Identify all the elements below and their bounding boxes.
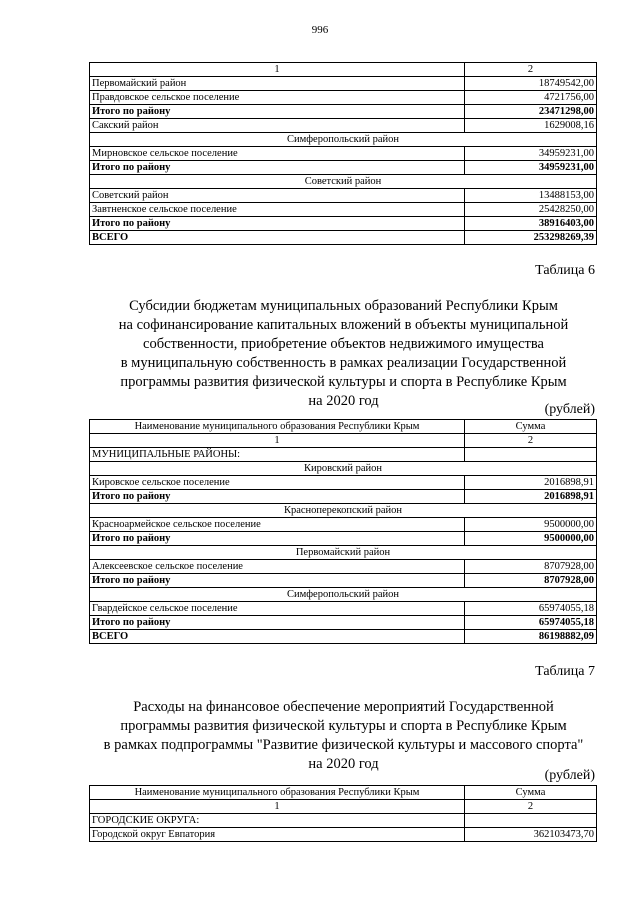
table-row-row xyxy=(90,147,597,161)
table-row-header xyxy=(90,175,597,189)
table-row-colhead xyxy=(90,786,597,800)
row-amount: 4721756,00 xyxy=(465,91,597,105)
row-name: ВСЕГО xyxy=(90,630,465,644)
table-row-row xyxy=(90,476,597,490)
row-amount: 8707928,00 xyxy=(465,574,597,588)
row-amount: 86198882,09 xyxy=(465,630,597,644)
caption-line: в муниципальную собственность в рамках реализации Государственной xyxy=(120,355,567,371)
row-name: ГОРОДСКИЕ ОКРУГА: xyxy=(90,814,465,828)
table-row-total xyxy=(90,616,597,630)
row-name: МУНИЦИПАЛЬНЫЕ РАЙОНЫ: xyxy=(90,448,465,462)
table-row-row xyxy=(90,602,597,616)
table-row-row xyxy=(90,91,597,105)
caption-line: в рамках подпрограммы "Развитие физической культуры и массового спорта" xyxy=(103,737,584,753)
column-header-sum: Сумма xyxy=(465,786,597,800)
column-header-sum: Сумма xyxy=(465,420,597,434)
row-amount: 38916403,00 xyxy=(465,217,597,231)
caption-line: собственности, приобретение объектов недвижимого имущества xyxy=(143,336,544,352)
caption-line: Субсидии бюджетам муниципальных образований Республики Крым xyxy=(129,298,558,314)
row-amount xyxy=(465,448,597,462)
table-row-row xyxy=(90,119,597,133)
table-row-row xyxy=(90,189,597,203)
row-amount: 1629008,16 xyxy=(465,119,597,133)
caption-line: на софинансирование капитальных вложений в объекты муниципальной xyxy=(118,317,569,333)
row-amount: 2016898,91 xyxy=(465,476,597,490)
table-row-total xyxy=(90,490,597,504)
table-row-colnum xyxy=(90,63,597,77)
row-amount: 65974055,18 xyxy=(465,602,597,616)
column-number: 2 xyxy=(465,63,597,77)
row-amount: 34959231,00 xyxy=(465,161,597,175)
caption-line: на 2020 год xyxy=(308,756,379,772)
subsidy-table-continued xyxy=(89,62,597,245)
column-number: 1 xyxy=(90,63,465,77)
row-amount: 34959231,00 xyxy=(465,147,597,161)
row-amount: 25428250,00 xyxy=(465,203,597,217)
row-name: Первомайский район xyxy=(90,77,465,91)
table-row-row xyxy=(90,203,597,217)
caption-line: Расходы на финансовое обеспечение мероприятий Государственной xyxy=(133,699,554,715)
table-row-total xyxy=(90,217,597,231)
table-row-section xyxy=(90,814,597,828)
page-number: 996 xyxy=(311,24,329,36)
table-row-row xyxy=(90,77,597,91)
row-amount: 13488153,00 xyxy=(465,189,597,203)
table-7-units: (рублей) xyxy=(544,768,595,783)
row-amount: 18749542,00 xyxy=(465,77,597,91)
caption-line: на 2020 год xyxy=(308,393,379,409)
row-name: Итого по району xyxy=(90,161,465,175)
table-6-caption xyxy=(70,297,617,411)
district-header: Симферопольский район xyxy=(90,588,597,602)
row-name: Итого по району xyxy=(90,574,465,588)
row-name: Итого по району xyxy=(90,616,465,630)
table-row-row xyxy=(90,560,597,574)
row-name: Советский район xyxy=(90,189,465,203)
row-name: Итого по району xyxy=(90,105,465,119)
table-row-total xyxy=(90,105,597,119)
district-header: Симферопольский район xyxy=(90,133,597,147)
table-row-total xyxy=(90,630,597,644)
table-7 xyxy=(89,785,597,842)
caption-line: программы развития физической культуры и спорта в Республике Крым xyxy=(120,374,567,390)
district-header: Кировский район xyxy=(90,462,597,476)
row-amount xyxy=(465,814,597,828)
row-name: Красноармейское сельское поселение xyxy=(90,518,465,532)
table-6-units: (рублей) xyxy=(544,402,595,417)
district-header: Советский район xyxy=(90,175,597,189)
row-amount: 253298269,39 xyxy=(465,231,597,245)
row-name: Сакский район xyxy=(90,119,465,133)
table-row-header xyxy=(90,133,597,147)
district-header: Красноперекопский район xyxy=(90,504,597,518)
row-name: ВСЕГО xyxy=(90,231,465,245)
row-amount: 65974055,18 xyxy=(465,616,597,630)
table-row-total xyxy=(90,161,597,175)
row-amount: 9500000,00 xyxy=(465,532,597,546)
row-amount: 362103473,70 xyxy=(465,828,597,842)
table-row-colhead xyxy=(90,420,597,434)
table-row-section xyxy=(90,448,597,462)
table-row-total xyxy=(90,574,597,588)
table-row-header xyxy=(90,546,597,560)
column-number: 1 xyxy=(90,434,465,448)
row-name: Итого по району xyxy=(90,217,465,231)
row-amount: 8707928,00 xyxy=(465,560,597,574)
table-row-header xyxy=(90,462,597,476)
table-row-total xyxy=(90,231,597,245)
row-name: Городской округ Евпатория xyxy=(90,828,465,842)
table-row-header xyxy=(90,588,597,602)
table-7-label: Таблица 7 xyxy=(535,664,595,679)
row-name: Мирновское сельское поселение xyxy=(90,147,465,161)
row-name: Итого по району xyxy=(90,490,465,504)
row-name: Кировское сельское поселение xyxy=(90,476,465,490)
table-row-colnum xyxy=(90,800,597,814)
column-number: 2 xyxy=(465,434,597,448)
row-amount: 2016898,91 xyxy=(465,490,597,504)
table-row-header xyxy=(90,504,597,518)
table-row-colnum xyxy=(90,434,597,448)
district-header: Первомайский район xyxy=(90,546,597,560)
column-number: 2 xyxy=(465,800,597,814)
row-name: Завтненское сельское поселение xyxy=(90,203,465,217)
row-amount: 9500000,00 xyxy=(465,518,597,532)
table-row-total xyxy=(90,532,597,546)
row-name: Правдовское сельское поселение xyxy=(90,91,465,105)
table-6 xyxy=(89,419,597,644)
row-name: Итого по району xyxy=(90,532,465,546)
table-row-row xyxy=(90,518,597,532)
table-7-caption xyxy=(70,698,617,774)
row-name: Алексеевское сельское поселение xyxy=(90,560,465,574)
column-number: 1 xyxy=(90,800,465,814)
table-6-label: Таблица 6 xyxy=(535,263,595,278)
table-row-row xyxy=(90,828,597,842)
column-header-name: Наименование муниципального образования Республики Крым xyxy=(90,420,465,434)
caption-line: программы развития физической культуры и спорта в Республике Крым xyxy=(120,718,567,734)
row-name: Гвардейское сельское поселение xyxy=(90,602,465,616)
column-header-name: Наименование муниципального образования Республики Крым xyxy=(90,786,465,800)
row-amount: 23471298,00 xyxy=(465,105,597,119)
